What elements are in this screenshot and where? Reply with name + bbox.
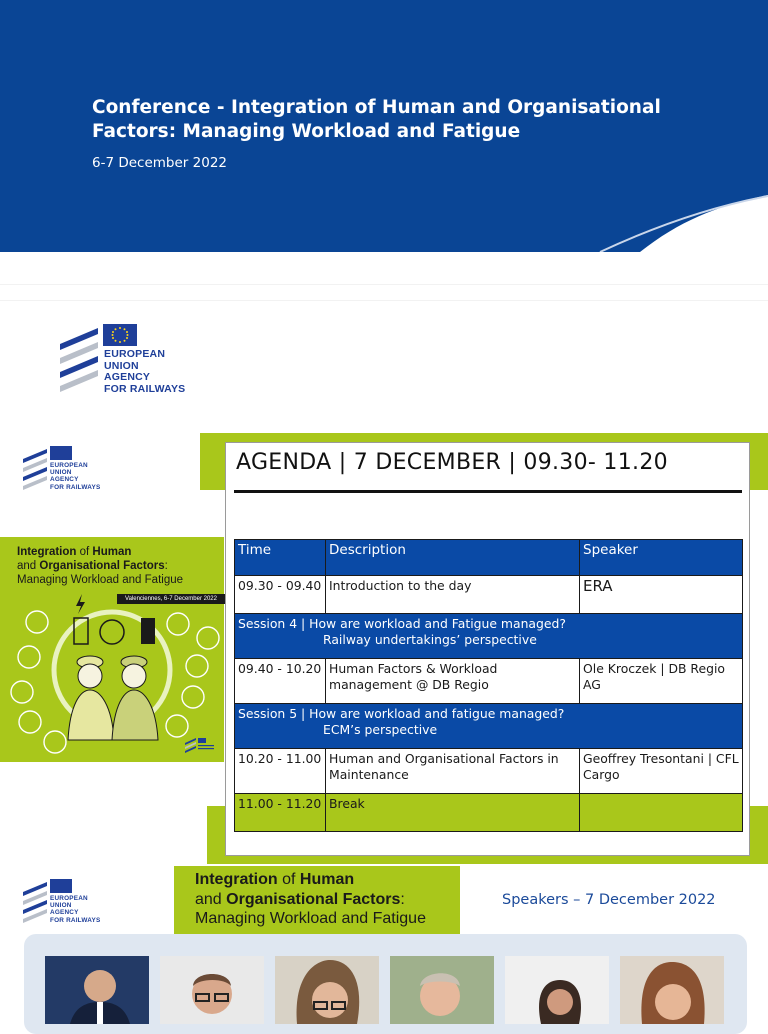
- agency-logo-small: [22, 445, 112, 495]
- agenda-speaker: Geoffrey Tresontani | CFL Cargo: [580, 749, 743, 794]
- speaker-photo: [620, 956, 724, 1024]
- speaker-photo: [45, 956, 149, 1024]
- conference-title: Conference - Integration of Human and Organisational Factors: Managing Workload and Fatigue: [92, 97, 661, 142]
- agenda-row: [235, 749, 743, 794]
- agenda-speaker: Ole Kroczek | DB Regio AG: [580, 659, 743, 704]
- poster-title: Integration of Human and Organisational Factors: Managing Workload and Fatigue: [17, 546, 184, 586]
- agenda-title: AGENDA | 7 DECEMBER | 09.30- 11.20: [236, 450, 668, 475]
- agency-stripes-icon: [58, 322, 104, 398]
- agenda-time: 10.20 - 11.00: [235, 749, 326, 794]
- agenda-header-row: [235, 540, 743, 576]
- session-heading: Session 4 | How are workload and Fatigue managed? Railway undertakings’ perspective: [235, 614, 743, 659]
- speaker-photo: [505, 956, 609, 1024]
- agenda-description: Introduction to the day: [326, 576, 580, 614]
- agenda-time: 09.30 - 09.40: [235, 576, 326, 614]
- agenda-table: [234, 539, 743, 832]
- agenda-break-row: [235, 794, 743, 832]
- session-heading: Session 5 | How are workload and fatigue managed? ECM’s perspective: [235, 704, 743, 749]
- agenda-session-row: [235, 614, 743, 659]
- divider: [0, 284, 768, 285]
- title-banner: [0, 0, 768, 252]
- agency-logo: [58, 322, 198, 398]
- column-header-description: Description: [326, 540, 580, 576]
- agenda-row: [235, 576, 743, 614]
- eu-flag-icon: [50, 879, 72, 893]
- poster-location-ribbon: Valenciennes, 6-7 December 2022: [117, 594, 225, 604]
- eu-flag-icon: [103, 324, 137, 346]
- agency-name: EUROPEAN UNION AGENCY FOR RAILWAYS: [50, 895, 101, 924]
- column-header-time: Time: [235, 540, 326, 576]
- speaker-photo: [275, 956, 379, 1024]
- agenda-speaker: ERA: [580, 576, 743, 614]
- speaker-photo: [160, 956, 264, 1024]
- agenda-time: 11.00 - 11.20: [235, 794, 326, 832]
- eu-flag-icon: [50, 446, 72, 460]
- agency-name: EUROPEAN UNION AGENCY FOR RAILWAYS: [50, 462, 101, 491]
- agenda-session-row: [235, 704, 743, 749]
- speakers-banner-title: Integration of Human and Organisational Factors: Managing Workload and Fatigue: [195, 871, 426, 927]
- agency-stripes-icon: [22, 878, 50, 928]
- agenda-row: [235, 659, 743, 704]
- column-header-speaker: Speaker: [580, 540, 743, 576]
- speakers-heading: Speakers – 7 December 2022: [502, 892, 716, 908]
- agency-stripes-icon: [22, 445, 50, 495]
- agenda-description: Break: [326, 794, 580, 832]
- agenda-time: 09.40 - 10.20: [235, 659, 326, 704]
- agenda-speaker: [580, 794, 743, 832]
- poster-agency-logo: [184, 736, 218, 756]
- agenda-description: Human and Organisational Factors in Maintenance: [326, 749, 580, 794]
- speaker-photo: [390, 956, 494, 1024]
- divider: [0, 300, 768, 301]
- agency-name: EUROPEAN UNION AGENCY FOR RAILWAYS: [104, 348, 186, 395]
- agenda-description: Human Factors & Workload management @ DB Regio: [326, 659, 580, 704]
- agenda-title-underline: [234, 490, 742, 493]
- agency-logo-small: [22, 878, 112, 928]
- conference-date: 6-7 December 2022: [92, 155, 227, 171]
